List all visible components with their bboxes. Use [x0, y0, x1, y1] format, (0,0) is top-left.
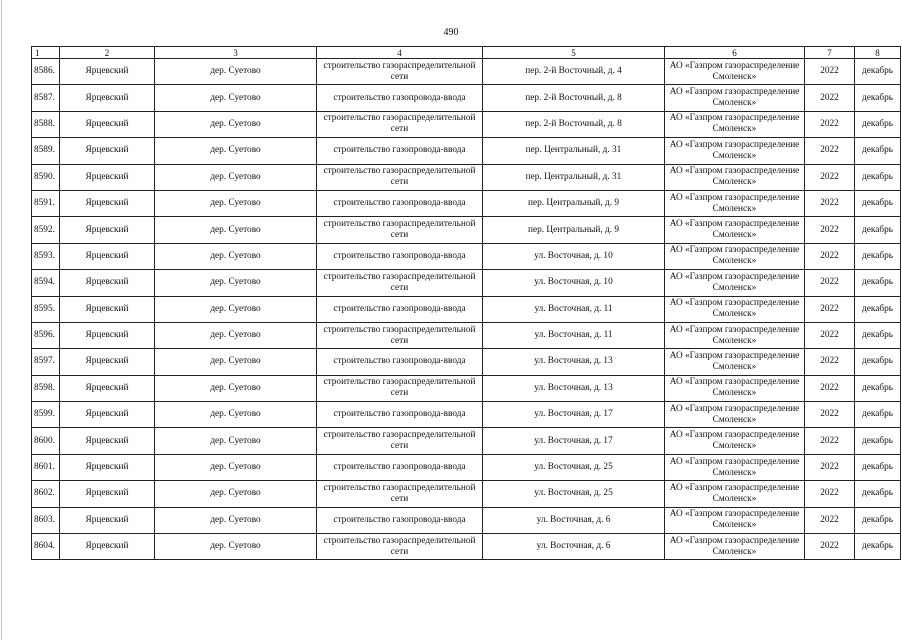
address-cell: пер. 2-й Восточный, д. 8: [483, 85, 665, 111]
district-cell: Ярцевский: [60, 270, 155, 296]
year-cell: 2022: [805, 349, 855, 375]
year-cell: 2022: [805, 243, 855, 269]
row-number: 8599.: [32, 402, 60, 428]
district-cell: Ярцевский: [60, 217, 155, 243]
address-cell: ул. Восточная, д. 25: [483, 454, 665, 480]
district-cell: Ярцевский: [60, 59, 155, 85]
page-number: 490: [443, 27, 459, 38]
work-type-cell: строительство газораспределительной сети: [317, 164, 483, 190]
table-row: [32, 454, 901, 480]
district-cell: Ярцевский: [60, 402, 155, 428]
address-cell: пер. Центральный, д. 31: [483, 138, 665, 164]
work-type-cell: строительство газораспределительной сети: [317, 322, 483, 348]
district-cell: Ярцевский: [60, 296, 155, 322]
year-cell: 2022: [805, 454, 855, 480]
organization-cell: АО «Газпром газораспределение Смоленск»: [665, 428, 805, 454]
organization-cell: АО «Газпром газораспределение Смоленск»: [665, 164, 805, 190]
year-cell: 2022: [805, 534, 855, 560]
table-row: [32, 138, 901, 164]
table-row: [32, 428, 901, 454]
settlement-cell: дер. Суетово: [155, 190, 317, 216]
month-cell: декабрь: [855, 375, 901, 401]
table-body: [32, 59, 901, 560]
column-header: 8: [855, 47, 901, 59]
row-number: 8600.: [32, 428, 60, 454]
month-cell: декабрь: [855, 164, 901, 190]
district-cell: Ярцевский: [60, 454, 155, 480]
work-type-cell: строительство газопровода-ввода: [317, 138, 483, 164]
row-number: 8592.: [32, 217, 60, 243]
table-row: [32, 243, 901, 269]
row-number: 8597.: [32, 349, 60, 375]
settlement-cell: дер. Суетово: [155, 375, 317, 401]
district-cell: Ярцевский: [60, 243, 155, 269]
row-number: 8591.: [32, 190, 60, 216]
year-cell: 2022: [805, 138, 855, 164]
settlement-cell: дер. Суетово: [155, 454, 317, 480]
table-row: [32, 481, 901, 507]
district-cell: Ярцевский: [60, 375, 155, 401]
month-cell: декабрь: [855, 217, 901, 243]
organization-cell: АО «Газпром газораспределение Смоленск»: [665, 138, 805, 164]
work-type-cell: строительство газопровода-ввода: [317, 507, 483, 533]
column-header: 3: [155, 47, 317, 59]
month-cell: декабрь: [855, 507, 901, 533]
organization-cell: АО «Газпром газораспределение Смоленск»: [665, 85, 805, 111]
organization-cell: АО «Газпром газораспределение Смоленск»: [665, 111, 805, 137]
address-cell: ул. Восточная, д. 10: [483, 270, 665, 296]
district-cell: Ярцевский: [60, 428, 155, 454]
address-cell: ул. Восточная, д. 13: [483, 349, 665, 375]
month-cell: декабрь: [855, 138, 901, 164]
year-cell: 2022: [805, 270, 855, 296]
work-type-cell: строительство газопровода-ввода: [317, 243, 483, 269]
settlement-cell: дер. Суетово: [155, 59, 317, 85]
address-cell: пер. Центральный, д. 9: [483, 190, 665, 216]
organization-cell: АО «Газпром газораспределение Смоленск»: [665, 507, 805, 533]
organization-cell: АО «Газпром газораспределение Смоленск»: [665, 59, 805, 85]
gasification-table: [31, 46, 901, 560]
table-row: [32, 349, 901, 375]
work-type-cell: строительство газораспределительной сети: [317, 534, 483, 560]
settlement-cell: дер. Суетово: [155, 534, 317, 560]
row-number: 8596.: [32, 322, 60, 348]
settlement-cell: дер. Суетово: [155, 164, 317, 190]
table-row: [32, 59, 901, 85]
table-row: [32, 296, 901, 322]
settlement-cell: дер. Суетово: [155, 428, 317, 454]
year-cell: 2022: [805, 322, 855, 348]
settlement-cell: дер. Суетово: [155, 270, 317, 296]
work-type-cell: строительство газопровода-ввода: [317, 349, 483, 375]
month-cell: декабрь: [855, 428, 901, 454]
organization-cell: АО «Газпром газораспределение Смоленск»: [665, 349, 805, 375]
work-type-cell: строительство газопровода-ввода: [317, 296, 483, 322]
table-row: [32, 375, 901, 401]
address-cell: ул. Восточная, д. 17: [483, 428, 665, 454]
settlement-cell: дер. Суетово: [155, 217, 317, 243]
year-cell: 2022: [805, 59, 855, 85]
month-cell: декабрь: [855, 111, 901, 137]
year-cell: 2022: [805, 164, 855, 190]
row-number: 8601.: [32, 454, 60, 480]
organization-cell: АО «Газпром газораспределение Смоленск»: [665, 481, 805, 507]
year-cell: 2022: [805, 375, 855, 401]
column-header: 6: [665, 47, 805, 59]
work-type-cell: строительство газораспределительной сети: [317, 481, 483, 507]
organization-cell: АО «Газпром газораспределение Смоленск»: [665, 375, 805, 401]
organization-cell: АО «Газпром газораспределение Смоленск»: [665, 454, 805, 480]
month-cell: декабрь: [855, 243, 901, 269]
district-cell: Ярцевский: [60, 85, 155, 111]
row-number: 8586.: [32, 59, 60, 85]
table-header: [32, 47, 901, 59]
row-number: 8602.: [32, 481, 60, 507]
address-cell: пер. 2-й Восточный, д. 4: [483, 59, 665, 85]
district-cell: Ярцевский: [60, 534, 155, 560]
column-header: 2: [60, 47, 155, 59]
work-type-cell: строительство газораспределительной сети: [317, 59, 483, 85]
row-number: 8587.: [32, 85, 60, 111]
month-cell: декабрь: [855, 270, 901, 296]
row-number: 8593.: [32, 243, 60, 269]
column-header: 5: [483, 47, 665, 59]
row-number: 8598.: [32, 375, 60, 401]
district-cell: Ярцевский: [60, 190, 155, 216]
year-cell: 2022: [805, 85, 855, 111]
column-header: 1: [32, 47, 60, 59]
row-number: 8590.: [32, 164, 60, 190]
column-header: 4: [317, 47, 483, 59]
year-cell: 2022: [805, 428, 855, 454]
column-header: 7: [805, 47, 855, 59]
table-row: [32, 322, 901, 348]
organization-cell: АО «Газпром газораспределение Смоленск»: [665, 243, 805, 269]
month-cell: декабрь: [855, 296, 901, 322]
settlement-cell: дер. Суетово: [155, 507, 317, 533]
district-cell: Ярцевский: [60, 138, 155, 164]
organization-cell: АО «Газпром газораспределение Смоленск»: [665, 270, 805, 296]
address-cell: ул. Восточная, д. 11: [483, 296, 665, 322]
row-number: 8594.: [32, 270, 60, 296]
settlement-cell: дер. Суетово: [155, 138, 317, 164]
table-row: [32, 111, 901, 137]
address-cell: ул. Восточная, д. 11: [483, 322, 665, 348]
table-row: [32, 85, 901, 111]
table-row: [32, 190, 901, 216]
work-type-cell: строительство газопровода-ввода: [317, 402, 483, 428]
month-cell: декабрь: [855, 481, 901, 507]
address-cell: ул. Восточная, д. 10: [483, 243, 665, 269]
work-type-cell: строительство газораспределительной сети: [317, 375, 483, 401]
address-cell: пер. Центральный, д. 9: [483, 217, 665, 243]
year-cell: 2022: [805, 190, 855, 216]
month-cell: декабрь: [855, 322, 901, 348]
organization-cell: АО «Газпром газораспределение Смоленск»: [665, 534, 805, 560]
address-cell: пер. 2-й Восточный, д. 8: [483, 111, 665, 137]
month-cell: декабрь: [855, 454, 901, 480]
row-number: 8588.: [32, 111, 60, 137]
page-left-edge: [1, 0, 2, 640]
district-cell: Ярцевский: [60, 111, 155, 137]
month-cell: декабрь: [855, 85, 901, 111]
month-cell: декабрь: [855, 349, 901, 375]
settlement-cell: дер. Суетово: [155, 85, 317, 111]
work-type-cell: строительство газопровода-ввода: [317, 454, 483, 480]
work-type-cell: строительство газопровода-ввода: [317, 190, 483, 216]
year-cell: 2022: [805, 296, 855, 322]
year-cell: 2022: [805, 402, 855, 428]
table-row: [32, 507, 901, 533]
work-type-cell: строительство газораспределительной сети: [317, 428, 483, 454]
organization-cell: АО «Газпром газораспределение Смоленск»: [665, 296, 805, 322]
settlement-cell: дер. Суетово: [155, 296, 317, 322]
address-cell: ул. Восточная, д. 17: [483, 402, 665, 428]
address-cell: ул. Восточная, д. 6: [483, 534, 665, 560]
month-cell: декабрь: [855, 59, 901, 85]
settlement-cell: дер. Суетово: [155, 243, 317, 269]
table-row: [32, 164, 901, 190]
table-row: [32, 402, 901, 428]
district-cell: Ярцевский: [60, 322, 155, 348]
address-cell: пер. Центральный, д. 31: [483, 164, 665, 190]
month-cell: декабрь: [855, 534, 901, 560]
district-cell: Ярцевский: [60, 481, 155, 507]
month-cell: декабрь: [855, 402, 901, 428]
settlement-cell: дер. Суетово: [155, 349, 317, 375]
address-cell: ул. Восточная, д. 13: [483, 375, 665, 401]
settlement-cell: дер. Суетово: [155, 111, 317, 137]
row-number: 8595.: [32, 296, 60, 322]
settlement-cell: дер. Суетово: [155, 322, 317, 348]
table-row: [32, 270, 901, 296]
address-cell: ул. Восточная, д. 25: [483, 481, 665, 507]
header-row: [32, 47, 901, 59]
year-cell: 2022: [805, 481, 855, 507]
address-cell: ул. Восточная, д. 6: [483, 507, 665, 533]
organization-cell: АО «Газпром газораспределение Смоленск»: [665, 217, 805, 243]
work-type-cell: строительство газопровода-ввода: [317, 85, 483, 111]
year-cell: 2022: [805, 111, 855, 137]
year-cell: 2022: [805, 507, 855, 533]
row-number: 8603.: [32, 507, 60, 533]
district-cell: Ярцевский: [60, 164, 155, 190]
work-type-cell: строительство газораспределительной сети: [317, 270, 483, 296]
organization-cell: АО «Газпром газораспределение Смоленск»: [665, 322, 805, 348]
table-row: [32, 534, 901, 560]
row-number: 8589.: [32, 138, 60, 164]
district-cell: Ярцевский: [60, 507, 155, 533]
month-cell: декабрь: [855, 190, 901, 216]
settlement-cell: дер. Суетово: [155, 402, 317, 428]
row-number: 8604.: [32, 534, 60, 560]
settlement-cell: дер. Суетово: [155, 481, 317, 507]
organization-cell: АО «Газпром газораспределение Смоленск»: [665, 402, 805, 428]
year-cell: 2022: [805, 217, 855, 243]
district-cell: Ярцевский: [60, 349, 155, 375]
table-row: [32, 217, 901, 243]
work-type-cell: строительство газораспределительной сети: [317, 111, 483, 137]
work-type-cell: строительство газораспределительной сети: [317, 217, 483, 243]
organization-cell: АО «Газпром газораспределение Смоленск»: [665, 190, 805, 216]
